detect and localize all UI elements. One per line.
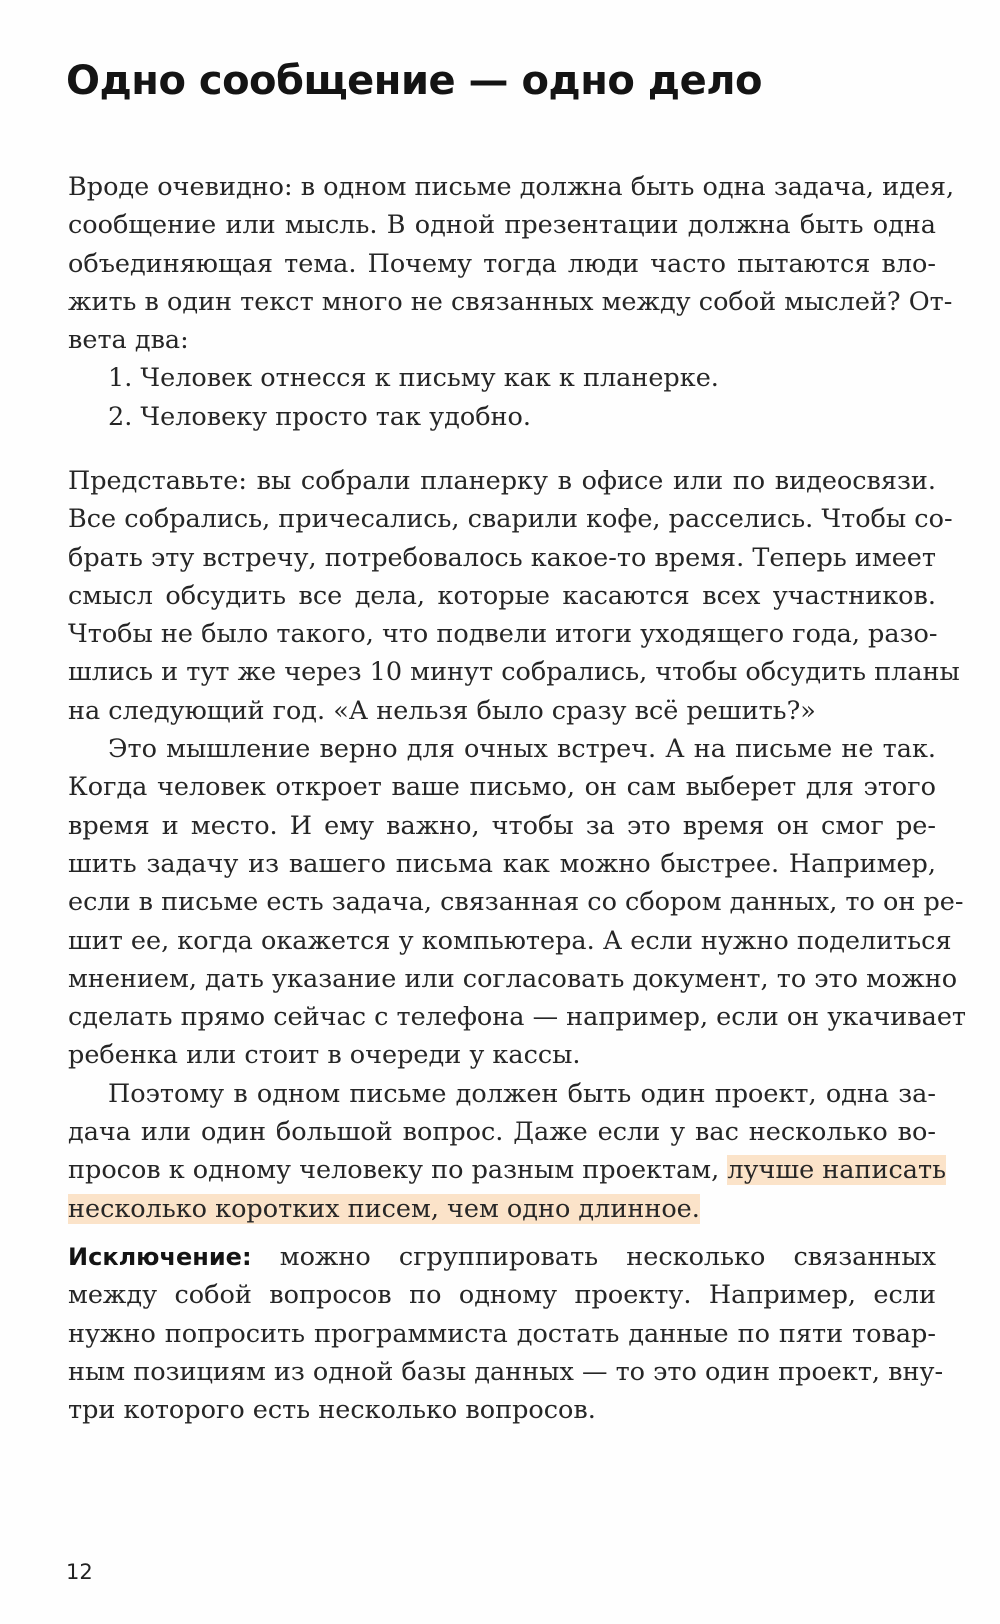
text-line bbox=[68, 1151, 946, 1189]
text-line: дача или один большой вопрос. Даже если у вас несколько во- bbox=[68, 1117, 936, 1148]
plain-text: можно сгруппировать несколько связанных bbox=[251, 1242, 936, 1272]
text-line: три которого есть несколько вопросов. bbox=[68, 1395, 596, 1426]
exception-label: Исключение: bbox=[68, 1243, 252, 1271]
text-line: на следующий год. «А нельзя было сразу всё решить?» bbox=[68, 695, 816, 726]
text-line bbox=[68, 1190, 936, 1228]
text-line: Когда человек откроет ваше письмо, он сам выберет для этого bbox=[68, 772, 936, 803]
plain-text: просов к одному человеку по разным проектам, bbox=[68, 1155, 728, 1186]
text-line: сообщение или мысль. В одной презентации должна быть одна bbox=[68, 210, 936, 241]
text-line: Чтобы не было такого, что подвели итоги уходящего года, разо- bbox=[68, 619, 938, 650]
text-line: ным позициям из одной базы данных — то это один проект, вну- bbox=[68, 1356, 944, 1387]
text-line: Это мышление верно для очных встреч. А на письме не так. bbox=[108, 734, 936, 765]
highlighted-text: лучше написать bbox=[727, 1155, 946, 1186]
text-line: брать эту встречу, потребовалось какое-то время. Теперь имеет bbox=[68, 542, 936, 573]
text-line: если в письме есть задача, связанная со сбором данных, то он ре- bbox=[68, 887, 964, 918]
text-line: ребенка или стоит в очереди у кассы. bbox=[68, 1040, 581, 1071]
text-line: шит ее, когда окажется у компьютера. А если нужно поделиться bbox=[68, 925, 952, 956]
list-item: 1. Человек отнесся к письму как к планерке. bbox=[108, 363, 719, 394]
text-line bbox=[68, 1238, 936, 1276]
chapter-heading: Одно сообщение — одно дело bbox=[66, 58, 762, 104]
text-line: смысл обсудить все дела, которые касаются всех участников. bbox=[68, 580, 936, 611]
text-line: Представьте: вы собрали планерку в офисе или по видеосвязи. bbox=[68, 466, 936, 496]
main-section bbox=[68, 462, 967, 1228]
text-line: Все собрались, причесались, сварили кофе, расселись. Чтобы со- bbox=[68, 504, 953, 535]
text-line: вета два: bbox=[68, 325, 189, 356]
text-line: Поэтому в одном письме должен быть один проект, одна за- bbox=[108, 1078, 936, 1109]
text-line: объединяющая тема. Почему тогда люди часто пытаются вло- bbox=[68, 248, 936, 279]
text-line: мнением, дать указание или согласовать документ, то это можно bbox=[68, 963, 958, 994]
text-line: жить в один текст много не связанных между собой мыслей? От- bbox=[68, 286, 953, 317]
text-line: сделать прямо сейчас с телефона — например, если он укачивает bbox=[68, 1002, 967, 1033]
page-number: 12 bbox=[66, 1560, 93, 1584]
text-line: между собой вопросов по одному проекту. Например, если bbox=[68, 1280, 936, 1311]
list-item: 2. Человеку просто так удобно. bbox=[108, 401, 532, 432]
text-line: время и место. И ему важно, чтобы за это время он смог ре- bbox=[68, 810, 936, 841]
text-line: шить задачу из вашего письма как можно быстрее. Например, bbox=[68, 848, 936, 879]
highlighted-text: несколько коротких писем, чем одно длинное. bbox=[68, 1193, 700, 1224]
text-line: нужно попросить программиста достать данные по пяти товар- bbox=[68, 1318, 936, 1349]
intro-paragraph bbox=[68, 168, 955, 436]
exception-paragraph bbox=[68, 1238, 944, 1429]
text-line: Вроде очевидно: в одном письме должна быть одна задача, идея, bbox=[68, 172, 955, 202]
text-line: шлись и тут же через 10 минут собрались, чтобы обсудить планы bbox=[68, 657, 960, 688]
